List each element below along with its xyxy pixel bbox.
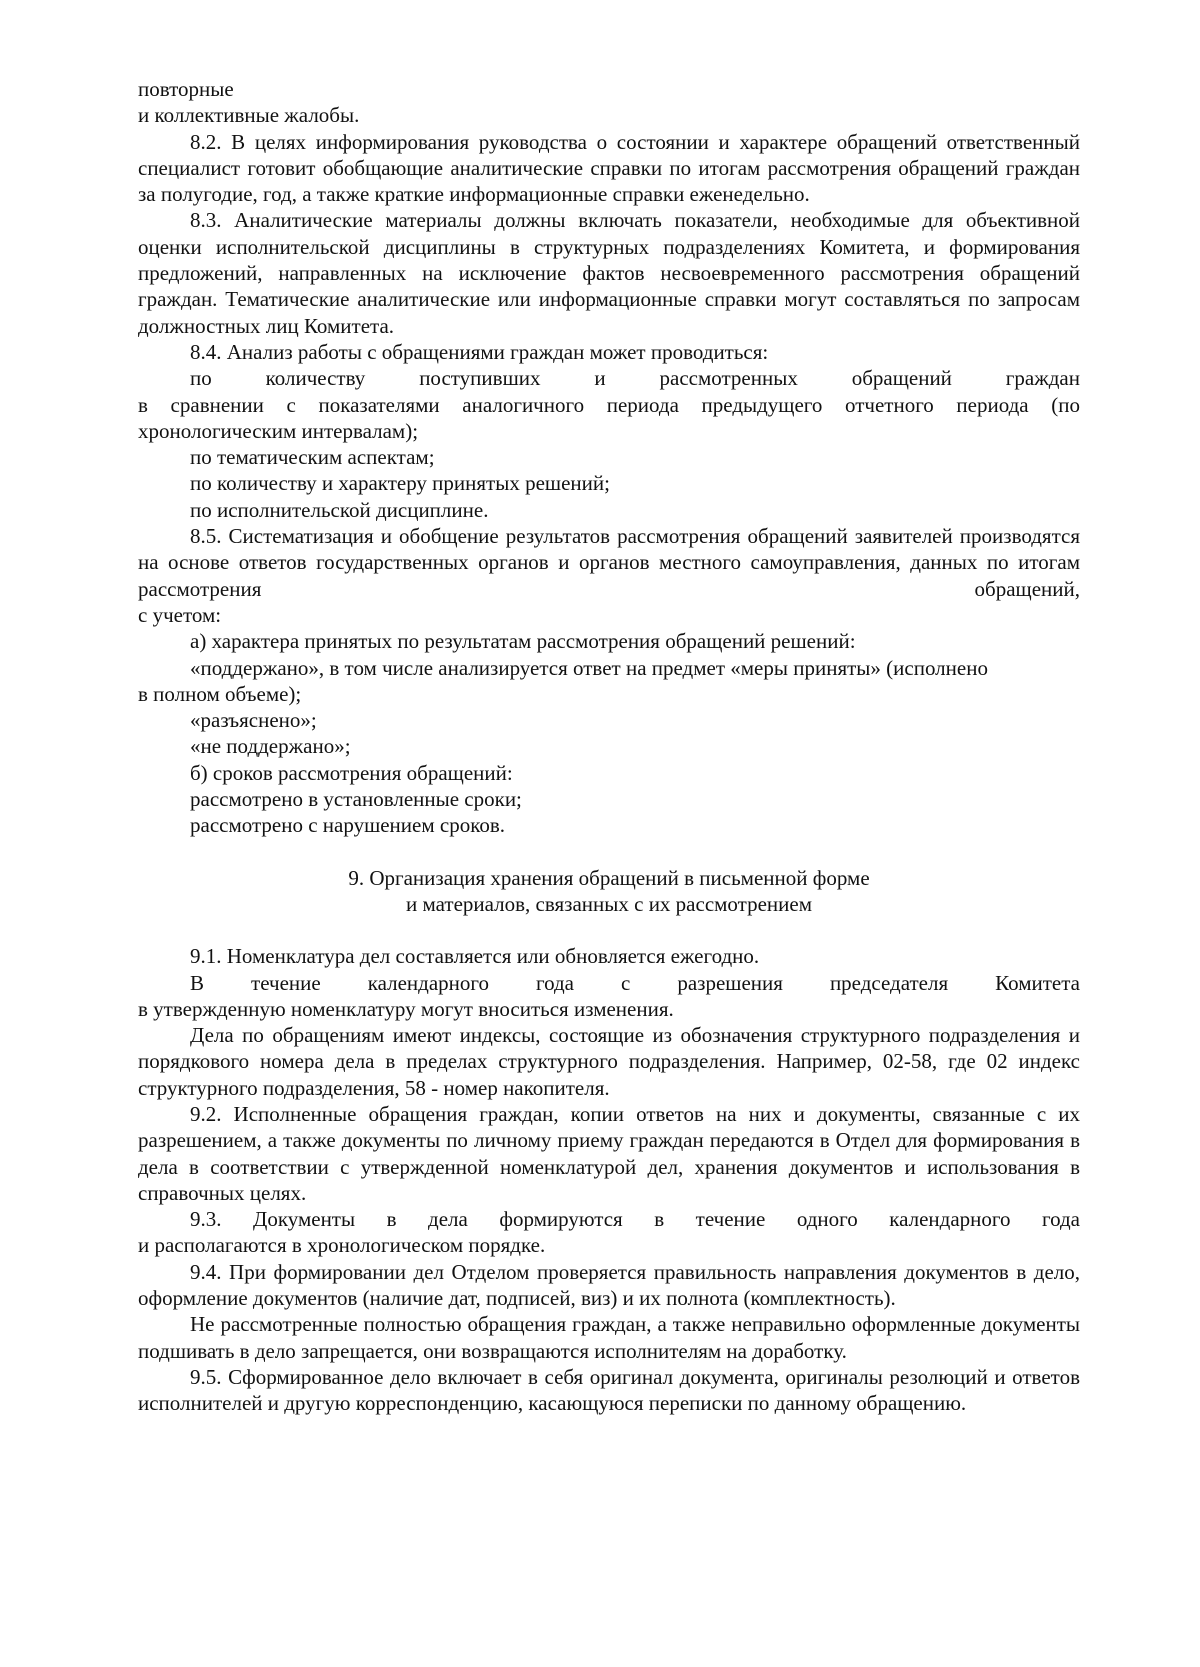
- list-item-a: а) характера принятых по результатам рассмотрения обращений решений:: [190, 629, 856, 654]
- paragraph-9-3: 9.3. Документы в дела формируются в течение одного календарного года: [190, 1207, 1080, 1232]
- list-item-decisions: по количеству и характеру принятых решений;: [190, 471, 610, 496]
- list-item-explained: «разъяснено»;: [190, 708, 317, 733]
- section-9-heading-line-1: 9. Организация хранения обращений в письменной форме: [348, 865, 870, 890]
- section-9-heading-line-2: и материалов, связанных с их рассмотрением: [406, 891, 812, 916]
- list-item-supported: «поддержано», в том числе анализируется ответ на предмет «меры приняты» (исполнено: [190, 655, 988, 680]
- paragraph-indexes: Дела по обращениям имеют индексы, состоящие из обозначения структурного подразделения и порядкового номера дела в пределах структурного подразделения. Например, 02-58, где 02 индекс структурного подразделения, 58 - номер накопителя.: [138, 1023, 1080, 1100]
- paragraph-8-5-end: с учетом:: [138, 602, 222, 627]
- list-item-not-supported: «не поддержано»;: [190, 734, 351, 759]
- paragraph-9-2: 9.2. Исполненные обращения граждан, копии ответов на них и документы, связанные с их разрешением, а также документы по личному приему граждан передаются в Отдел для формирования в дела в соответствии с утвержденной номенклатурой дел, хранения документов и использования в справочных целях.: [138, 1101, 1080, 1205]
- list-item-discipline: по исполнительской дисциплине.: [190, 497, 489, 522]
- paragraph-9-4: 9.4. При формировании дел Отделом проверяется правильность направления документов в дело, оформление документов (наличие дат, подписей, виз) и их полнота (комплектность).: [138, 1259, 1080, 1311]
- paragraph-8-2: 8.2. В целях информирования руководства о состоянии и характере обращений ответственный специалист готовит обобщающие аналитические справки по итогам рассмотрения обращений граждан за полугодие, год, а также краткие информационные справки еженедельно.: [138, 129, 1080, 207]
- section-9-heading: [138, 865, 1080, 918]
- list-item-on-time: рассмотрено в установленные сроки;: [190, 787, 522, 812]
- paragraph-8-4: 8.4. Анализ работы с обращениями граждан может проводиться:: [190, 339, 769, 364]
- list-item-comparison: в сравнении с показателями аналогичного периода предыдущего отчетного периода (по хронологическим интервалам);: [138, 392, 1080, 443]
- paragraph-9-1-line-3: в утвержденную номенклатуру могут вноситься изменения.: [138, 996, 674, 1021]
- paragraph-9-4-note: Не рассмотренные полностью обращения граждан, а также неправильно оформленные документы подшивать в дело запрещается, они возвращаются исполнителям на доработку.: [138, 1312, 1080, 1363]
- paragraph-9-1: 9.1. Номенклатура дел составляется или обновляется ежегодно.: [190, 944, 760, 969]
- paragraph-9-1-line-2: В течение календарного года с разрешения председателя Комитета: [190, 970, 1080, 995]
- list-item-late: рассмотрено с нарушением сроков.: [190, 813, 506, 838]
- list-item-thematic: по тематическим аспектам;: [190, 445, 435, 470]
- list-item-quantity: по количеству поступивших и рассмотренных обращений граждан: [190, 366, 1080, 391]
- paragraph-continuation-1: повторные: [138, 77, 234, 101]
- paragraph-9-3-end: и располагаются в хронологическом порядке.: [138, 1233, 546, 1258]
- paragraph-8-3: 8.3. Аналитические материалы должны включать показатели, необходимые для объективной оценки исполнительской дисциплины в структурных подразделениях Комитета, и формирования предложений, направленных на исключение фактов несвоевременного рассмотрения обращений граждан. Тематические аналитические или информационные справки могут составляться по запросам должностных лиц Комитета.: [138, 208, 1080, 338]
- paragraph-continuation-2: и коллективные жалобы.: [138, 103, 360, 128]
- paragraph-9-5: 9.5. Сформированное дело включает в себя оригинал документа, оригиналы резолюций и ответов исполнителей и другую корреспонденцию, касающуюся переписки по данному обращению.: [138, 1364, 1080, 1416]
- list-item-supported-end: в полном объеме);: [138, 681, 302, 706]
- paragraph-8-5: 8.5. Систематизация и обобщение результатов рассмотрения обращений заявителей производятся на основе ответов государственных органов и органов местного самоуправления, данных по итогам рассмотрения обращений,: [138, 524, 1080, 601]
- list-item-b: б) сроков рассмотрения обращений:: [190, 760, 513, 785]
